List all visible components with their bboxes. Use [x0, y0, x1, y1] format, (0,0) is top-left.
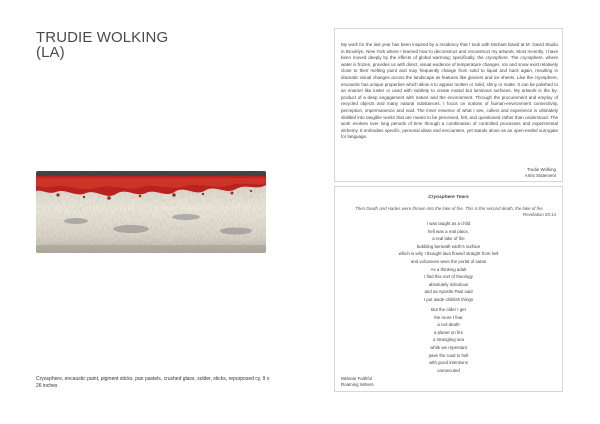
statement-signature — [525, 167, 556, 179]
artist-location: (LA) — [36, 44, 65, 61]
poem-stanza-2 — [335, 306, 562, 374]
poem-line: hell was a real place, — [427, 228, 469, 234]
poem-line: which is why I thought lava flowed straight from hell — [398, 251, 499, 257]
poem-line: I put aside childish things — [423, 296, 474, 302]
epigraph-reference: Revelation 20:14 — [523, 212, 556, 217]
poem-line: unexecuted — [437, 367, 460, 373]
poet-organization: Roaming Writers — [341, 382, 374, 387]
artwork-image — [36, 171, 266, 253]
poem-line: with good intentions — [429, 360, 468, 366]
artist-statement-card — [334, 28, 563, 182]
poem-line: bubbling beneath earth's surface — [416, 243, 481, 249]
page-title — [36, 30, 168, 60]
artwork-painting — [36, 171, 266, 253]
poem-line: pave the road to hell — [428, 352, 469, 358]
poem-line: I was taught as a child — [426, 221, 471, 226]
poem-line: and volcanoes were the portal of satan — [410, 258, 487, 264]
artist-statement-text: My work for the last year has been inspired by a residency that I took with Michael David at M. David Studio in Brooklyn, New York where I learned how to deconstruct and reconstruct my artwork. Most recently, I have been moved deeply by the effects of global warming; specifically, the cryosphere. The cryosphere, where water is frozen, provides us with direct, visual evidence of temperature changes. Ice and snow exist relatively close to their melting point and may frequently change from solid to liquid and back again, resulting in dramatic visual changes across the landscape as features like glaciers and ice sheets. Like the cryosphere, encaustic has unique properties which allow it to appear molten or solid, shiny or matte. It can be polished to an enamel like luster or used with subtlety to create muted but luminous surfaces. My artwork is the by-product of a deep engagement with nature and the environment. Through the procurement and employ of recycled objects and many natural substances, I focus on notions of human-environment connectivity, perception, impermanence and void. The inner essence of what I see, collect and experience is ultimately distilled into tangible works that are meant to be perceived, felt, and questioned rather than understood. The work evolves over long periods of time through a combination of controlled processes and experimental alchemy. It embodies specific, personal ideas and encounters, yet stands alone as an open-ended surrogate for language. — [341, 42, 558, 140]
poem-line: I find this sort of theology — [424, 274, 473, 280]
signature-role: Artist Statement — [524, 172, 556, 178]
poem-line: a strangling sea — [433, 337, 464, 343]
poem-stanza-1 — [335, 220, 562, 304]
poem-line: and as Apostle Paul said — [424, 289, 473, 295]
poem-line: But the older I get — [431, 307, 466, 312]
poem-credit — [341, 376, 374, 388]
poem-line: the more I fear — [434, 314, 463, 320]
poem-card — [334, 186, 563, 392]
poem-line: absolutely ridiculous — [428, 281, 469, 287]
poem-line: As a thinking adult — [430, 266, 467, 272]
poem-line: a real lake of fire — [432, 236, 465, 242]
poem-title: Cryosphere Tears — [428, 195, 469, 200]
artwork-caption: Cryosphere, encaustic paint, pigment sticks, pan pastels, crushed glass, solder, sticks, repurposed cy, 9 x 26 inches — [36, 376, 270, 389]
signature-name: Trudie Wolking — [526, 167, 556, 172]
artist-name: TRUDIE WOLKING — [36, 29, 169, 46]
poem-line: while we repentant — [430, 344, 467, 350]
poet-name: Melanie Faithful — [341, 376, 372, 381]
poem-epigraph: Then Death and Hades were thrown into the lake of fire. This is the second death, the lake of fire. — [355, 206, 544, 211]
poem-line: a red death — [437, 322, 460, 328]
poem-line: a planet on fire — [433, 329, 464, 335]
